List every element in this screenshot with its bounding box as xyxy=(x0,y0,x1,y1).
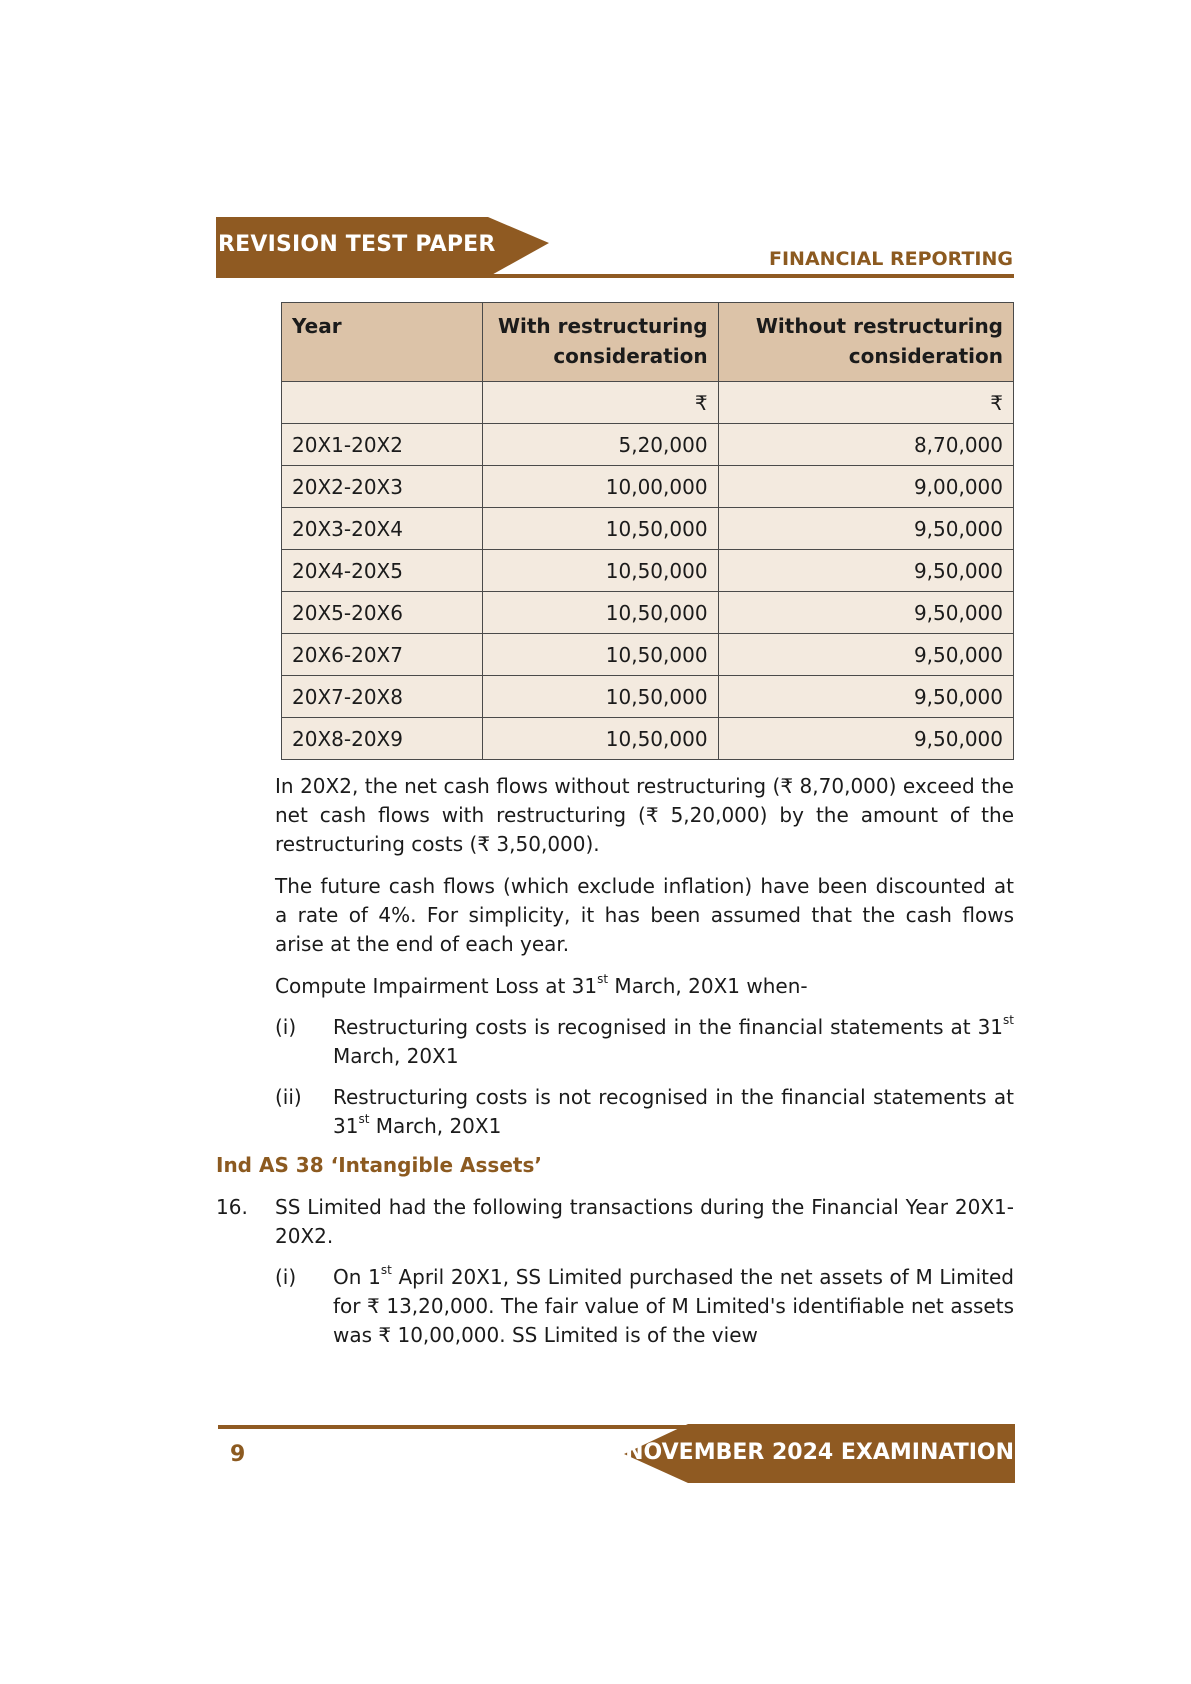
text-fragment: March, 20X1 when- xyxy=(608,974,808,998)
table-cell: 20X6-20X7 xyxy=(282,634,483,676)
table-cell: 20X2-20X3 xyxy=(282,466,483,508)
text-fragment: Restructuring costs is recognised in the financial statements at 31 xyxy=(333,1015,1004,1039)
table-header-cell: Without restructuring consideration xyxy=(718,303,1013,382)
table-cell: 10,50,000 xyxy=(482,718,718,760)
list-item-text xyxy=(333,1263,1014,1350)
table-cell: 10,50,000 xyxy=(482,550,718,592)
text-fragment: March, 20X1 xyxy=(333,1044,459,1068)
table-header-cell: With restructuring consideration xyxy=(482,303,718,382)
table-cell: 20X4-20X5 xyxy=(282,550,483,592)
paragraph-restructuring-costs: In 20X2, the net cash flows without restructuring (₹ 8,70,000) exceed the net cash flows with restructuring (₹ 5,20,000) by the amount of the restructuring costs (₹ 3,50,000). xyxy=(275,774,1014,856)
page-number: 9 xyxy=(230,1442,246,1467)
superscript: st xyxy=(380,1263,392,1278)
table-cell: 8,70,000 xyxy=(718,424,1013,466)
table-cell xyxy=(282,382,483,424)
question-text: SS Limited had the following transactions during the Financial Year 20X1-20X2. xyxy=(275,1195,1014,1248)
table-row xyxy=(282,550,1014,592)
table-cell: 10,50,000 xyxy=(482,508,718,550)
table-row xyxy=(282,676,1014,718)
table-header-row xyxy=(282,303,1014,382)
table-cell: 10,50,000 xyxy=(482,676,718,718)
header-banner-title: REVISION TEST PAPER xyxy=(218,232,496,257)
table-cell: 10,50,000 xyxy=(482,592,718,634)
header-subject: FINANCIAL REPORTING xyxy=(769,248,1013,270)
table-row xyxy=(282,634,1014,676)
table-cell: 20X1-20X2 xyxy=(282,424,483,466)
table-cell: 10,00,000 xyxy=(482,466,718,508)
text-fragment: Restructuring costs is not recognised in the financial statements at 31 xyxy=(333,1085,1014,1138)
superscript: st xyxy=(1003,1013,1014,1028)
superscript: st xyxy=(358,1112,370,1127)
paragraph-discounting: The future cash flows (which exclude inflation) have been discounted at a rate of 4%. For simplicity, it has been assumed that the cash flows arise at the end of each year. xyxy=(275,874,1014,956)
text-fragment: April 20X1, SS Limited purchased the net assets of M Limited for ₹ 13,20,000. The fair value of M Limited's identifiable net assets was ₹ 10,00,000. SS Limited is of the view xyxy=(333,1265,1014,1347)
paragraph-compute-impairment xyxy=(275,972,1014,1001)
table-cell: ₹ xyxy=(482,382,718,424)
table-cell: 9,50,000 xyxy=(718,718,1013,760)
footer-exam-title: NOVEMBER 2024 EXAMINATION xyxy=(625,1440,1014,1465)
table-row xyxy=(282,466,1014,508)
footer-rule xyxy=(218,1425,688,1429)
text-fragment: On 1 xyxy=(333,1265,381,1289)
header-rule xyxy=(216,274,1014,278)
list-item-label: (i) xyxy=(275,1015,297,1039)
table-cell: 9,00,000 xyxy=(718,466,1013,508)
table-row xyxy=(282,592,1014,634)
table-cell: 10,50,000 xyxy=(482,634,718,676)
table-cell: 9,50,000 xyxy=(718,676,1013,718)
section-heading: Ind AS 38 ‘Intangible Assets’ xyxy=(216,1153,542,1177)
table-header-cell: Year xyxy=(282,303,483,382)
cash-flow-table xyxy=(281,302,1014,760)
table-cell: 9,50,000 xyxy=(718,550,1013,592)
table-cell: 9,50,000 xyxy=(718,508,1013,550)
list-item-text xyxy=(333,1083,1014,1141)
list-item-text xyxy=(333,1013,1014,1071)
table-cell: 9,50,000 xyxy=(718,592,1013,634)
table-currency-row xyxy=(282,382,1014,424)
text-fragment: March, 20X1 xyxy=(369,1114,502,1138)
question-number: 16. xyxy=(216,1195,248,1219)
superscript: st xyxy=(597,972,609,987)
text-fragment: Compute Impairment Loss at 31 xyxy=(275,974,598,998)
table-cell: 20X5-20X6 xyxy=(282,592,483,634)
table-row xyxy=(282,718,1014,760)
table-cell: 20X8-20X9 xyxy=(282,718,483,760)
table-row xyxy=(282,424,1014,466)
table-cell: ₹ xyxy=(718,382,1013,424)
table-cell: 20X3-20X4 xyxy=(282,508,483,550)
list-item-label: (i) xyxy=(275,1265,297,1289)
table-cell: 9,50,000 xyxy=(718,634,1013,676)
table-row xyxy=(282,508,1014,550)
table-cell: 20X7-20X8 xyxy=(282,676,483,718)
table-cell: 5,20,000 xyxy=(482,424,718,466)
list-item-label: (ii) xyxy=(275,1085,302,1109)
